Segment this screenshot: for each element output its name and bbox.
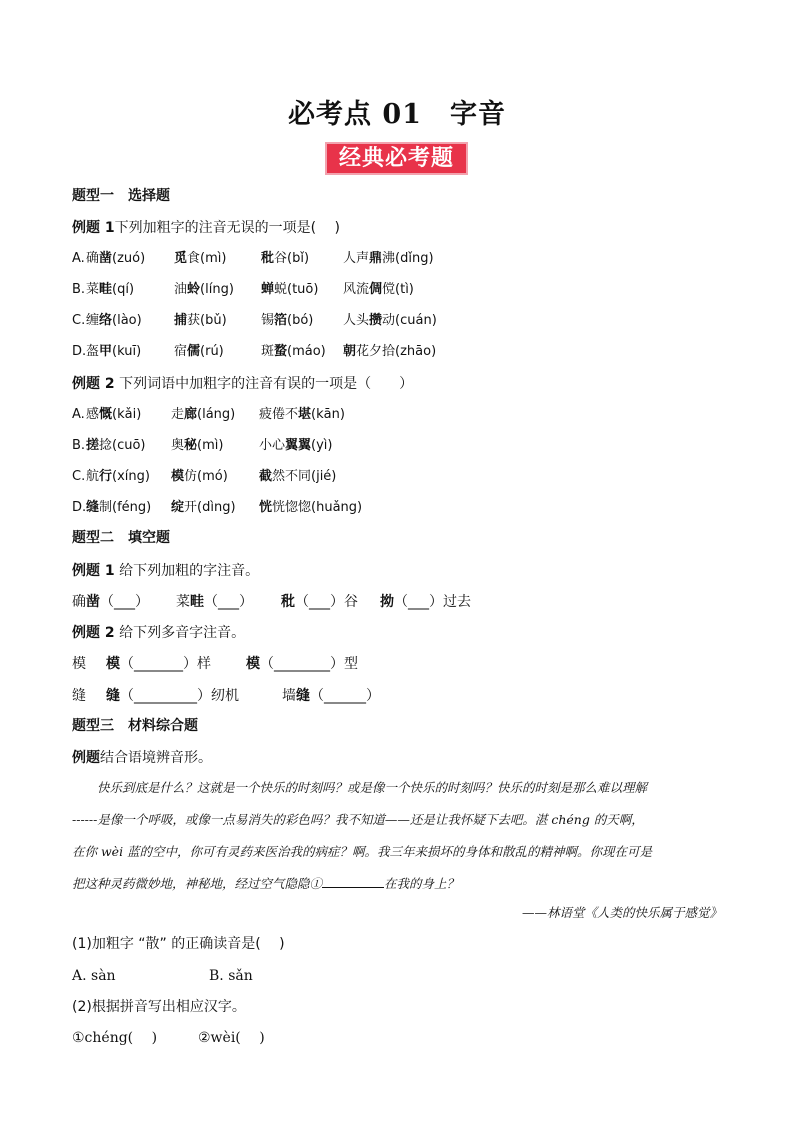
option-word: 小心翼翼(yì) [259, 438, 333, 453]
option-letter: A. [72, 407, 85, 422]
option-word: 油蛉(líng) [174, 282, 234, 297]
option-word: 人声鼎沸(dǐng) [343, 251, 434, 266]
option-word: 秕谷(bǐ) [261, 251, 310, 266]
option-word: 疲倦不堪(kān) [259, 407, 345, 422]
fill-item: 模（________）型 [246, 656, 358, 672]
option-word: 绽开(dìng) [171, 500, 236, 515]
document-page: 必考点 01 字音 经典必考题 题型一 选择题 例题 1下列加粗字的注音无误的一项是( ) A. 确凿(zuó) 觅食(mì) 秕谷(bǐ) 人声鼎沸(dǐng) B. 菜畦(qí) 油蛉(líng) 蝉蜕(tuō) 风流倜傥(tì) C. 缠络(lào) 捕获(bǔ) 锡箔(bó) 人头攒动(cuán) D. 盔甲(kuī) 宿儒(rú) 斑蝥(máo) 朝花夕拾(zhāo) 例题 2 下列词语中加粗字的注音有误的一项是（ ） A. 感慨(kǎi) 走廊(láng) 疲倦不堪(kān) B. 搓捻(cuō) 奥秘(mì) 小心翼翼(yì) C. 航行(xíng) 模仿(mó) 截然不同(jié) D. 缝制(féng) 绽开(dìng) 恍恍惚惚(huǎng) 题型二 填空题 例题 1 给下列加粗的字注音。 确凿（___） 菜畦（___） 秕（___）谷 拗（___）过去 例题 2 给下列多音字注音。 模 模（_______）样 模（________）型 缝 缝（_________）纫机 墙缝（______） 题型三 材料综合题 例题结合语境辨音形。 快乐到底是什么？这就是一个快乐的时刻吗？或是像一个快乐的时刻吗？快乐的时刻是那么难以理解 ------是像一个呼吸，或像一点易消失的彩色吗？我不知道——还是让我怀疑下去吧。湛 chéng 的天啊， 在你 wèi 蓝的空中，你可有灵药来医治我的病症？啊。我三年来损坏的身体和散乱的精神啊。你现在可是 把这种灵药微妙地，神秘地，经过空气隐隐① 在我的身上？ ——林语堂《人类的快乐属于感觉》 (1)加粗字 “散” 的正确读音是( ) A. sàn B. sǎn (2)根据拼音写出相应汉字。 ①chéng( ) ②wèi( ) [0, 0, 794, 1123]
section-heading-fill: 题型二 填空题 [72, 530, 170, 546]
question-label: 例题 1 [72, 220, 115, 236]
option-word: 盔甲(kuī) [86, 344, 142, 359]
fill-item: 模（_______）样 [106, 656, 211, 672]
option-letter: C. [72, 313, 86, 328]
option-word: 确凿(zuó) [86, 251, 146, 266]
question-text: 下列词语中加粗字的注音有误的一项是（ ） [114, 376, 414, 392]
option-word: 截然不同(jié) [259, 469, 337, 484]
question-text: 给下列多音字注音。 [114, 625, 246, 641]
fill-item: 拗（___）过去 [380, 594, 471, 610]
question-label: 例题 2 [72, 625, 115, 641]
answer-blank[interactable]: ___ [218, 594, 239, 610]
option-b[interactable]: B. sǎn [209, 968, 253, 984]
option-word: 航行(xíng) [86, 469, 150, 484]
question-text: 给下列加粗的字注音。 [114, 563, 260, 579]
option-letter: B. [72, 282, 86, 297]
option-a[interactable]: A. sàn [72, 968, 116, 984]
question-1-stem [72, 218, 340, 238]
answer-blank[interactable]: ________ [274, 656, 330, 672]
passage-line-last: 把这种灵药微妙地，神秘地，经过空气隐隐① 在我的身上？ [72, 873, 724, 894]
fill-item: 菜畦（___） [176, 594, 253, 610]
question-text: 结合语境辨音形。 [100, 750, 212, 766]
option-word: 朝花夕拾(zhāo) [343, 344, 437, 359]
option-word: 恍恍惚惚(huǎng) [259, 500, 363, 515]
question-text: 下列加粗字的注音无误的一项是( ) [114, 220, 340, 236]
option-word: 斑蝥(máo) [261, 344, 326, 359]
option-word: 觅食(mì) [174, 251, 227, 266]
option-word: 捕获(bǔ) [174, 313, 227, 328]
answer-blank[interactable]: ___ [408, 594, 429, 610]
answer-blank[interactable]: ___ [114, 594, 135, 610]
fill-item: 确凿（___） [72, 594, 149, 610]
option-word: 菜畦(qí) [86, 282, 135, 297]
question-label: 例题 [72, 750, 100, 766]
answer-blank[interactable]: _______ [134, 656, 183, 672]
material-question-stem [72, 748, 212, 768]
fill-question-1-stem [72, 561, 259, 581]
option-word: 走廊(láng) [171, 407, 236, 422]
option-word: 缠络(lào) [86, 313, 142, 328]
sub-question-2: (2)根据拼音写出相应汉字。 [72, 999, 246, 1015]
section-heading-material: 题型三 材料综合题 [72, 718, 198, 734]
passage-blank-marker: ① [309, 876, 323, 891]
sub-question-1: (1)加粗字 “散” 的正确读音是( ) [72, 936, 285, 952]
option-word: 锡箔(bó) [261, 313, 314, 328]
answer-blank[interactable]: ______ [324, 688, 366, 704]
passage-answer-blank[interactable] [322, 873, 384, 888]
option-word: 感慨(kǎi) [86, 407, 142, 422]
option-letter: B. [72, 438, 86, 453]
question-2-stem [72, 374, 413, 394]
passage-line: 快乐到底是什么？这就是一个快乐的时刻吗？或是像一个快乐的时刻吗？快乐的时刻是那么难以理解 [72, 780, 648, 795]
passage-line: 在你 wèi 蓝的空中，你可有灵药来医治我的病症？啊。我三年来损坏的身体和散乱的精神啊。你现在可是 [72, 844, 653, 859]
fill-question-2-stem [72, 623, 245, 643]
option-letter: C. [72, 469, 86, 484]
question-label: 例题 1 [72, 563, 115, 579]
fill-item: 缝（_________）纫机 [106, 688, 239, 704]
option-word: 宿儒(rú) [174, 344, 224, 359]
option-word: 奥秘(mì) [171, 438, 224, 453]
option-letter: D. [72, 500, 87, 515]
option-word: 搓捻(cuō) [86, 438, 146, 453]
classic-exam-badge: 经典必考题 [325, 142, 468, 175]
fill-item: 秕（___）谷 [281, 594, 358, 610]
question-label: 例题 2 [72, 376, 115, 392]
section-heading-choice: 题型一 选择题 [72, 188, 170, 204]
option-word: 缝制(féng) [86, 500, 152, 515]
option-word: 蝉蜕(tuō) [261, 282, 319, 297]
passage-source: ——林语堂《人类的快乐属于感觉》 [521, 905, 722, 920]
fill-item: 墙缝（______） [282, 688, 380, 704]
option-letter: D. [72, 344, 87, 359]
option-letter: A. [72, 251, 85, 266]
option-word: 人头攒动(cuán) [343, 313, 437, 328]
answer-blank[interactable]: ___ [309, 594, 330, 610]
answer-blank[interactable]: _________ [134, 688, 197, 704]
pinyin-item-cheng[interactable]: ①chéng( ) [72, 1030, 158, 1046]
pinyin-item-wei[interactable]: ②wèi( ) [198, 1030, 265, 1046]
option-word: 模仿(mó) [171, 469, 228, 484]
option-word: 风流倜傥(tì) [343, 282, 414, 297]
passage-line: ------是像一个呼吸，或像一点易消失的彩色吗？我不知道——还是让我怀疑下去吧。湛 chéng 的天啊， [72, 812, 644, 827]
page-title: 必考点 01 字音 [288, 99, 506, 130]
